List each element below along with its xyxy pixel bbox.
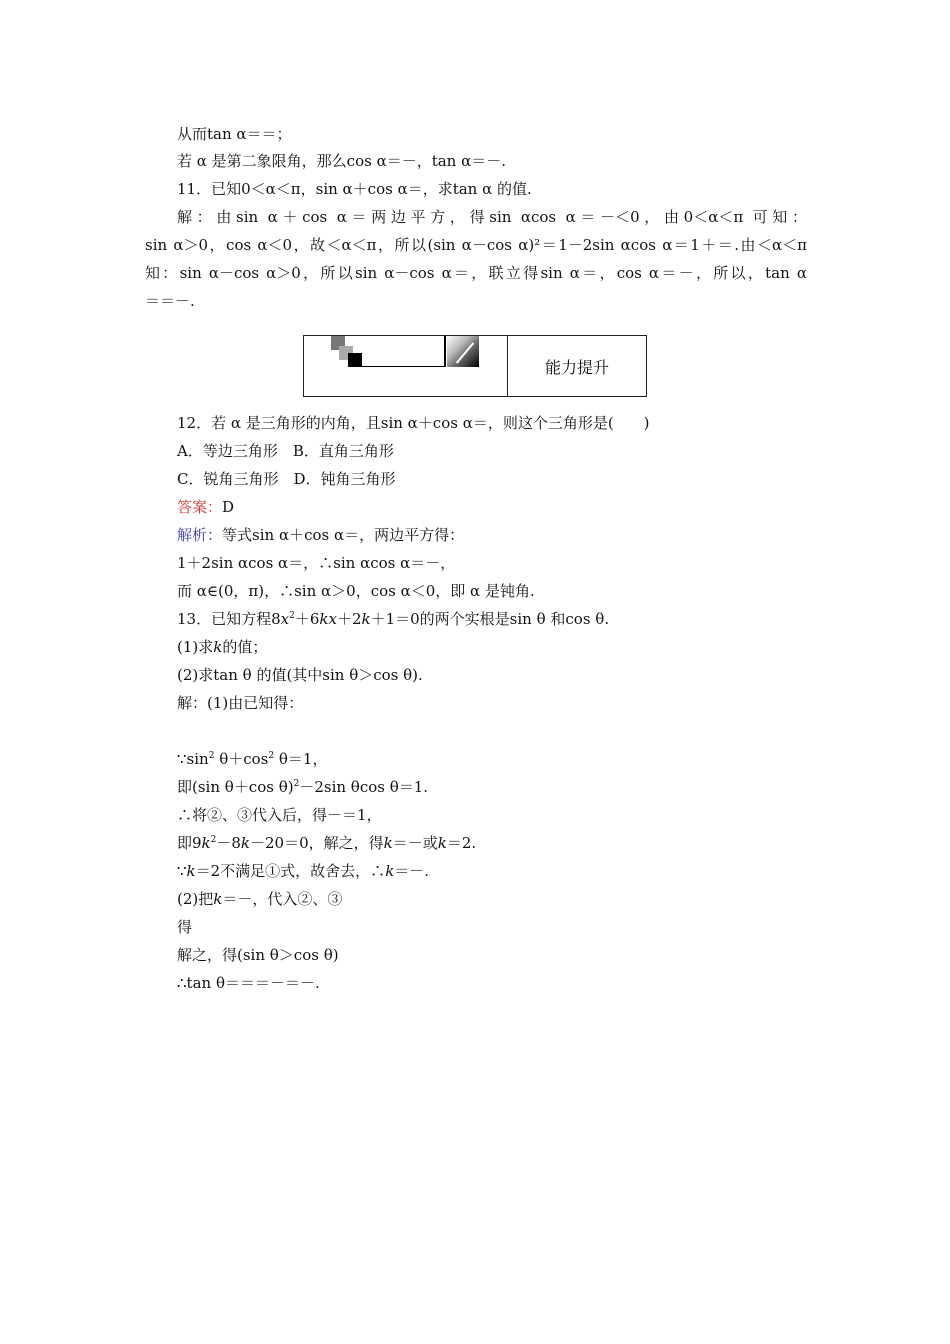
sub-question-1: (1)求k的值；: [177, 638, 268, 656]
problem-12: 12．若 α 是三角形的内角，且sin α＋cos α＝，则这个三角形是( ): [177, 414, 650, 432]
solution-line: 得: [177, 918, 193, 936]
solution-line: $\because\sin^2$ $\theta+\cos^2$ θ＝1，: [177, 750, 328, 768]
solution-line: 解：(1)由已知得：: [177, 694, 304, 712]
solution-line: ∵k＝2不满足①式，故舍去，∴k＝－.: [177, 862, 430, 880]
analysis-line: [177, 525, 464, 545]
analysis-label: 解析：: [177, 526, 223, 544]
solution-line: ∴将②、③代入后，得－＝1，: [177, 806, 382, 824]
options-cd: C．锐角三角形 D．钝角三角形: [177, 470, 396, 488]
solution-line: ＝＝－.: [145, 292, 195, 310]
solution-line: (2)把k＝－，代入②、③: [177, 890, 343, 908]
sub-question-2: (2)求tan θ 的值(其中sin θ＞cos θ).: [177, 666, 423, 684]
answer-value: D: [222, 498, 235, 516]
analysis-line: 1＋2sin αcos α＝，∴sin αcos α＝－，: [177, 554, 456, 572]
text-line: 若 α 是第二象限角，那么cos α＝－，tan α＝－.: [177, 152, 506, 170]
answer-line: [177, 497, 234, 517]
analysis-line: 而 α∈(0，π)，∴sin α＞0，cos α＜0，即 α 是钝角.: [177, 582, 535, 600]
solution-line: 知：sin α－cos α＞0，所以sin α－cos α＝，联立得sin α＝，cos α＝－，所以，tan α: [145, 264, 807, 282]
section-banner: [303, 335, 647, 397]
options-ab: A．等边三角形 B．直角三角形: [177, 442, 394, 460]
analysis-text: 等式sin α＋cos α＝，两边平方得：: [222, 526, 465, 544]
problem-13: 13．已知方程$8x^2+6kx+2k+1=0$的两个实根是sin θ 和cos θ.: [177, 610, 610, 628]
problem-11: 11．已知0＜α＜π，sin α＋cos α＝，求tan α 的值.: [177, 180, 532, 198]
solution-line: 解：由sin α＋cos α＝两边平方，得sin αcos α＝－＜0，由0＜α＜π 可知：: [177, 208, 807, 226]
banner-label: 能力提升: [544, 357, 609, 377]
solution-line: 解之，得(sin θ＞cos θ): [177, 946, 339, 964]
text-line: 从而tan α＝＝；: [177, 125, 292, 143]
answer-label: 答案：: [177, 498, 223, 516]
banner-decoration: [304, 336, 508, 396]
solution-line: 即(sin θ＋cos θ)$^2$－2sin θcos θ＝1.: [177, 778, 429, 796]
solution-line: 即$9k^2-8k-20=0$，解之，得k＝－或k＝2.: [177, 834, 477, 852]
solution-line: sin α＞0，cos α＜0，故＜α＜π，所以(sin α－cos α)²＝1－2sin αcos α＝1＋＝.由＜α＜π: [145, 236, 807, 254]
solution-line: ∴tan θ＝＝＝－＝－.: [177, 974, 320, 992]
